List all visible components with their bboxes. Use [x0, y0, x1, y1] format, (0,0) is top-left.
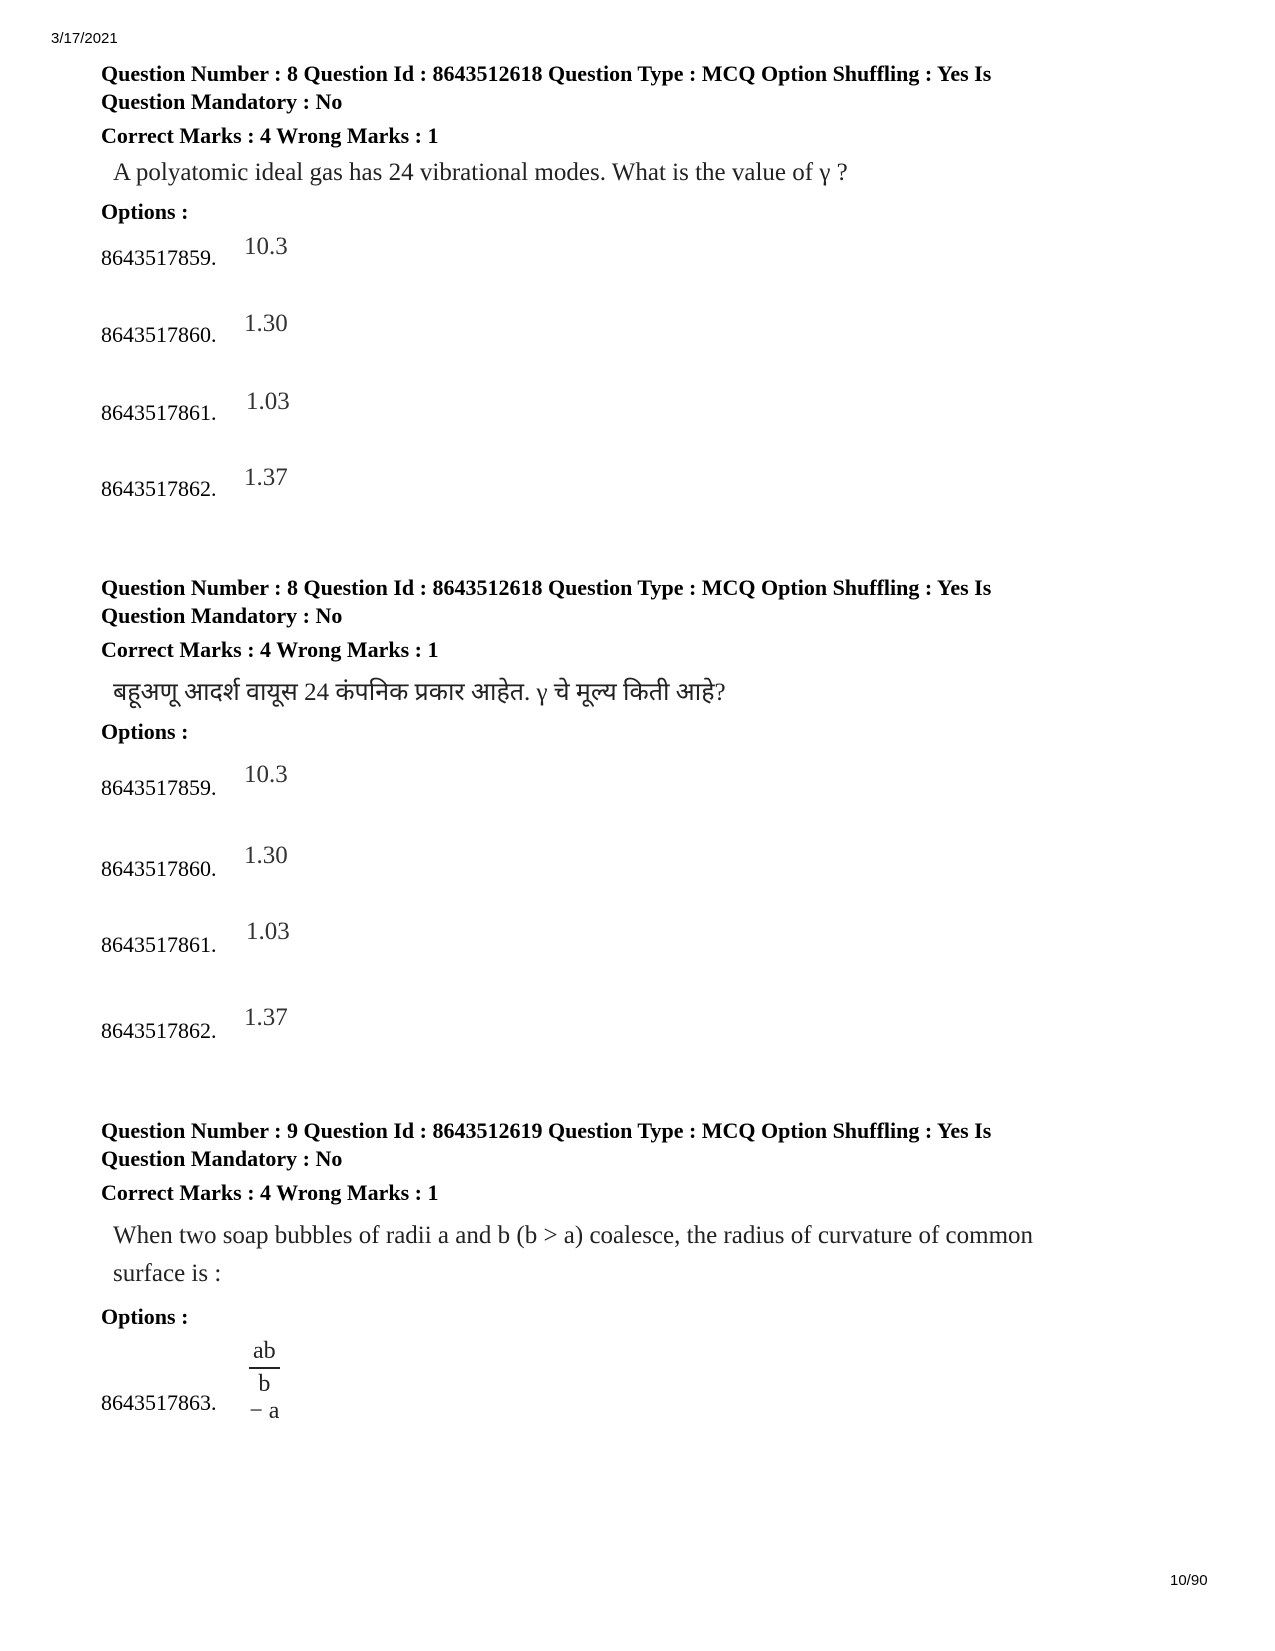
option-id: 8643517863. — [101, 1390, 217, 1415]
option-id: 8643517859. — [101, 775, 217, 800]
question-text-line2: surface is : — [113, 1260, 222, 1287]
option-id: 8643517860. — [101, 322, 217, 347]
option-id: 8643517862. — [101, 1018, 217, 1043]
question-meta-line1: Question Number : 9 Question Id : 8643512619 Question Type : MCQ Option Shuffling : Yes Is — [101, 1118, 992, 1143]
question-text: बहूअणू आदर्श वायूस 24 कंपनिक प्रकार आहेत. γ चे मूल्य किती आहे? — [113, 679, 726, 706]
question-block-2 — [101, 574, 1211, 746]
question-marks: Correct Marks : 4 Wrong Marks : 1 — [101, 637, 439, 662]
fraction-numerator: ab — [249, 1338, 280, 1369]
question-meta-line2: Question Mandatory : No — [101, 603, 343, 628]
option-value: 10.3 — [244, 761, 288, 788]
print-date: 3/17/2021 — [51, 30, 118, 47]
option-id: 8643517859. — [101, 245, 217, 270]
options-label: Options : — [101, 719, 189, 744]
option-id: 8643517862. — [101, 476, 217, 501]
question-meta-line2: Question Mandatory : No — [101, 1146, 343, 1171]
question-meta-line1: Question Number : 8 Question Id : 8643512618 Question Type : MCQ Option Shuffling : Yes Is — [101, 575, 992, 600]
option-value: 1.37 — [244, 1004, 288, 1031]
question-marks: Correct Marks : 4 Wrong Marks : 1 — [101, 1180, 439, 1205]
option-id: 8643517860. — [101, 856, 217, 881]
question-text: A polyatomic ideal gas has 24 vibrational modes. What is the value of γ ? — [113, 159, 848, 186]
option-id: 8643517861. — [101, 932, 217, 957]
fraction-denominator: b − a — [249, 1371, 280, 1424]
option-value: 1.03 — [246, 388, 290, 415]
option-value: 10.3 — [244, 233, 288, 260]
option-value: 1.37 — [244, 464, 288, 491]
option-value: 1.30 — [244, 842, 288, 869]
question-block-3 — [101, 1117, 1211, 1331]
option-id: 8643517861. — [101, 400, 217, 425]
option-value: 1.03 — [246, 918, 290, 945]
options-label: Options : — [101, 1304, 189, 1329]
question-text-line1: When two soap bubbles of radii a and b (b > a) coalesce, the radius of curvature of common — [113, 1222, 1034, 1249]
option-value: 1.30 — [244, 310, 288, 337]
page-number: 10/90 — [1170, 1572, 1208, 1589]
question-block-1 — [101, 60, 1211, 226]
options-label: Options : — [101, 199, 189, 224]
question-meta-line2: Question Mandatory : No — [101, 89, 343, 114]
option-fraction — [249, 1338, 280, 1425]
question-meta-line1: Question Number : 8 Question Id : 8643512618 Question Type : MCQ Option Shuffling : Yes Is — [101, 61, 992, 86]
question-marks: Correct Marks : 4 Wrong Marks : 1 — [101, 123, 439, 148]
